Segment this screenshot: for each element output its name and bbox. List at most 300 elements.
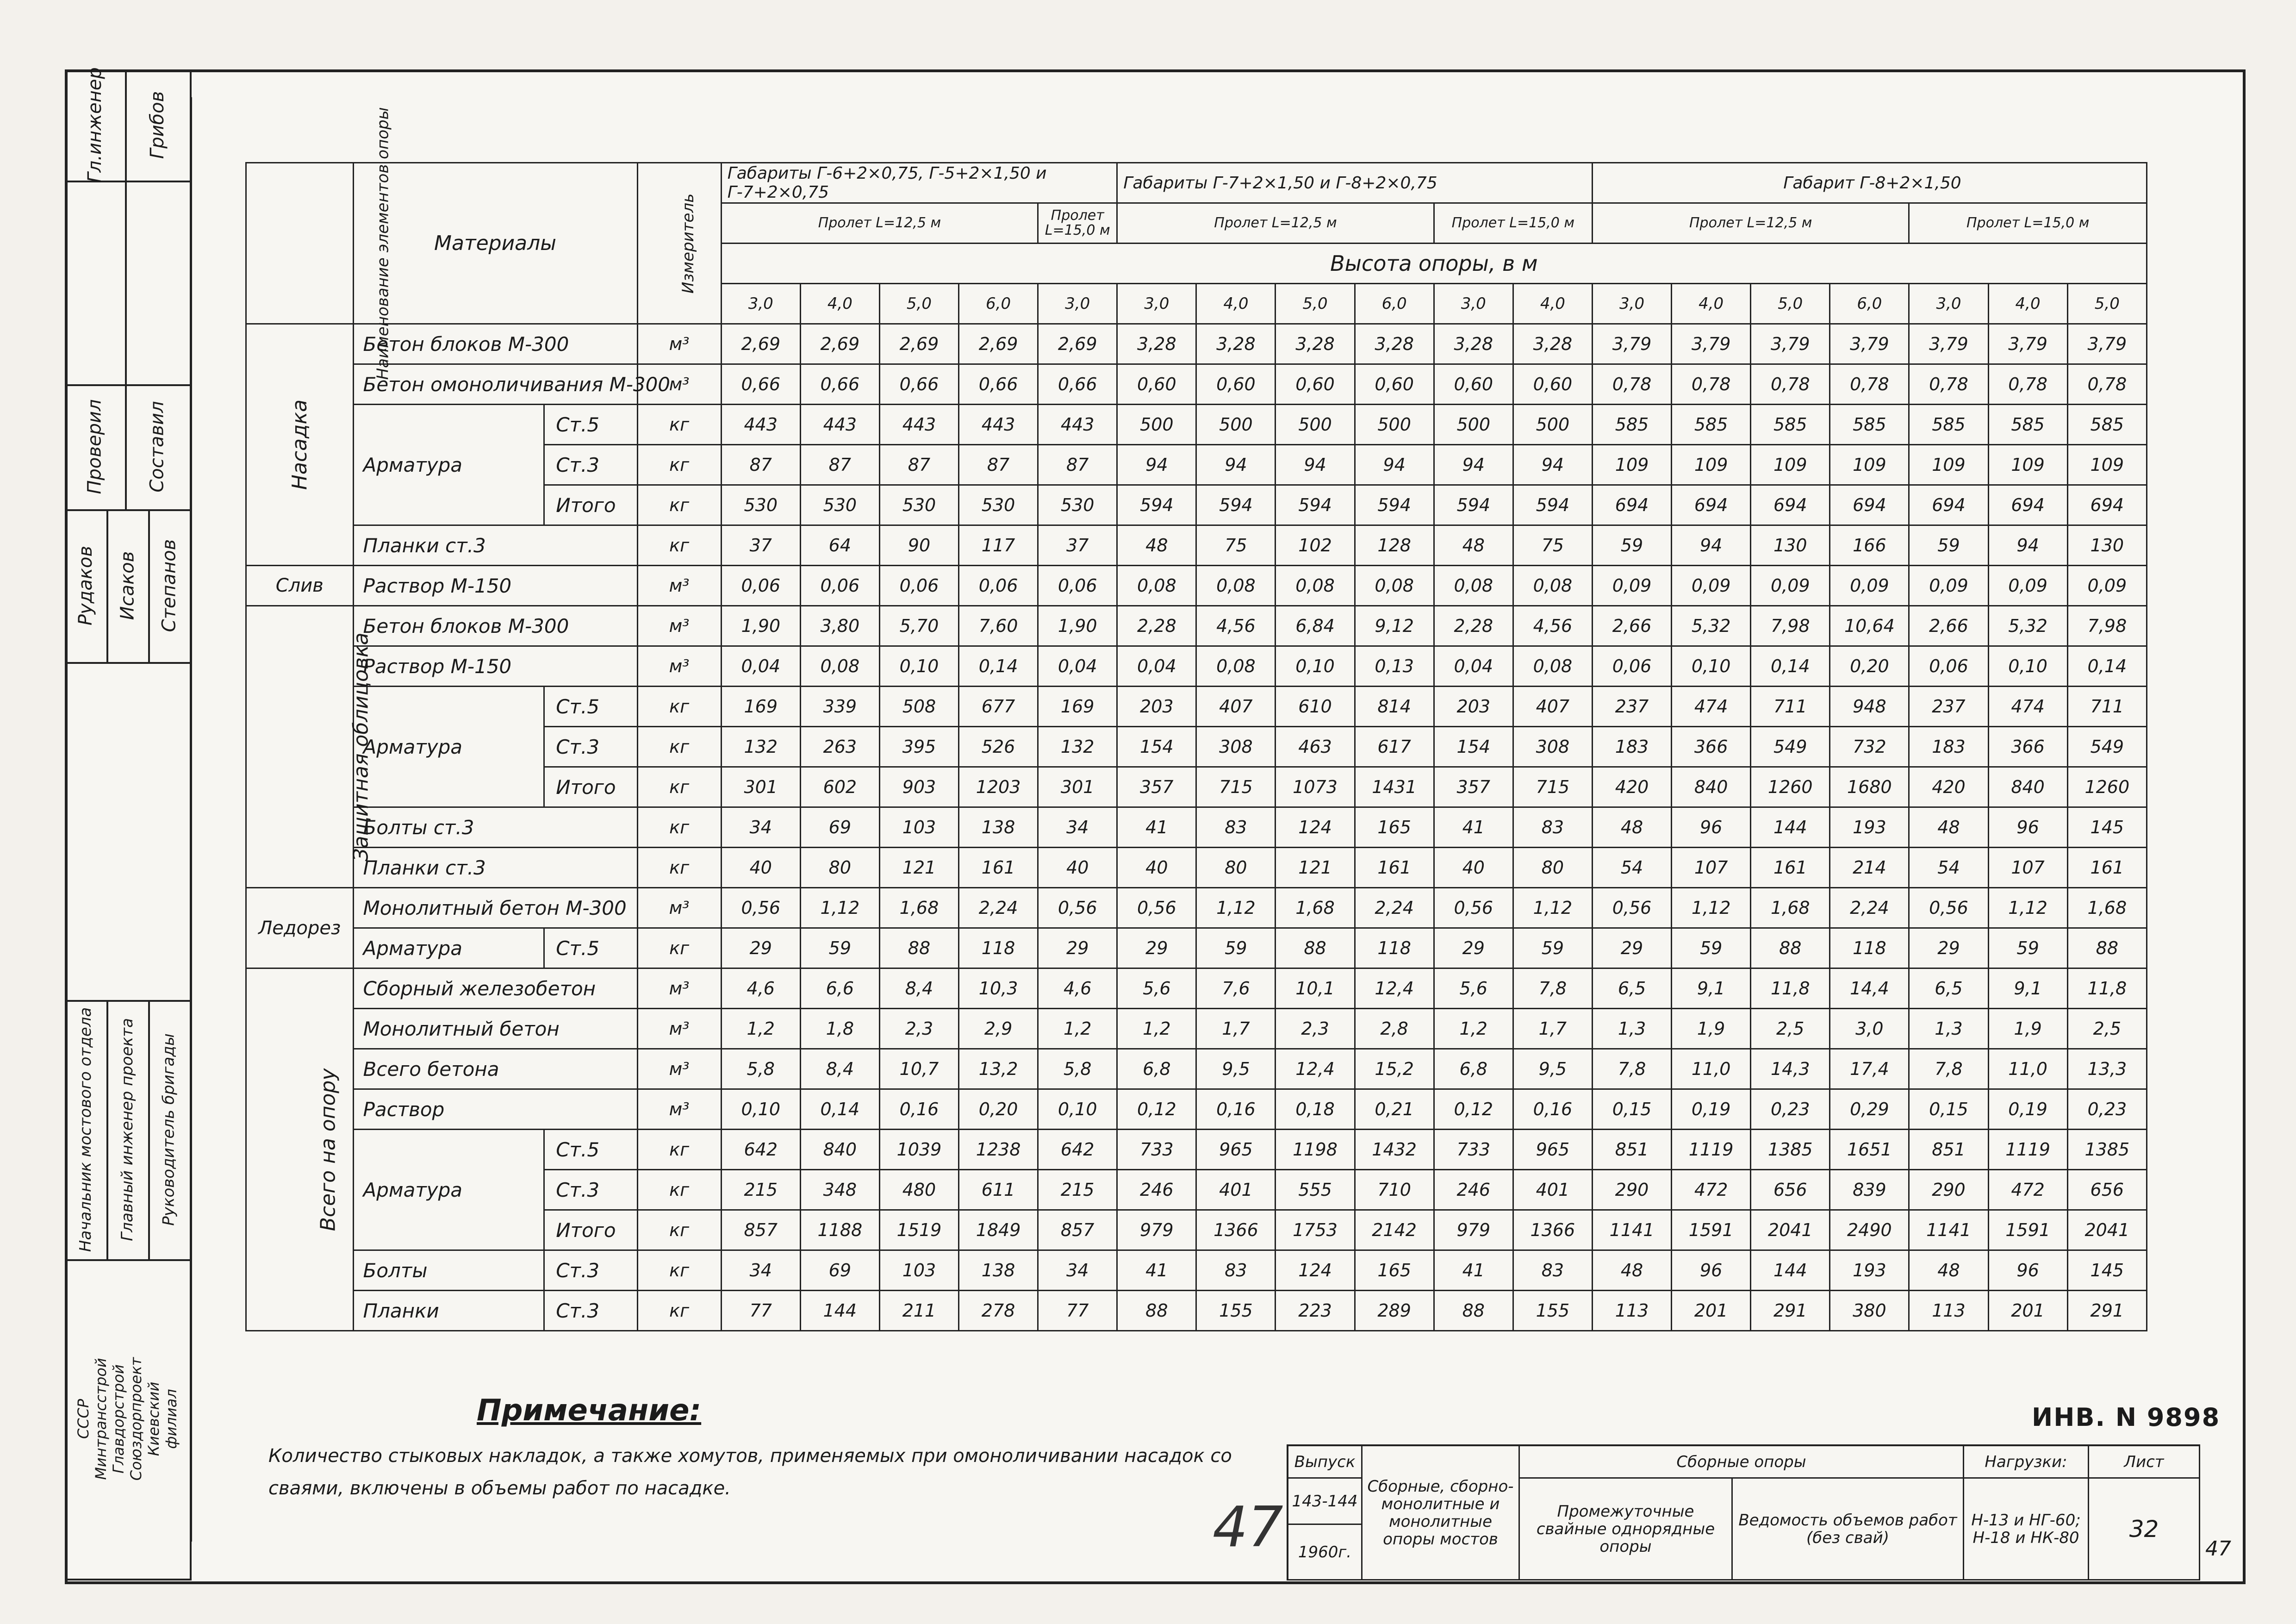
value-cell: 118 bbox=[959, 928, 1038, 968]
value-cell: 2,28 bbox=[1117, 606, 1196, 646]
unit: кг bbox=[637, 848, 721, 888]
header-material: Материалы bbox=[353, 163, 637, 324]
value-cell: 5,8 bbox=[721, 1049, 800, 1089]
value-cell: 3,0 bbox=[1830, 1009, 1909, 1049]
value-cell: 2,69 bbox=[959, 324, 1038, 364]
value-cell: 594 bbox=[1355, 485, 1434, 525]
value-cell: 90 bbox=[879, 525, 958, 566]
value-cell: 223 bbox=[1276, 1291, 1355, 1331]
unit: кг bbox=[637, 1250, 721, 1291]
value-cell: 4,56 bbox=[1513, 606, 1592, 646]
value-cell: 6,8 bbox=[1117, 1049, 1196, 1089]
steel-grade: Ст.3 bbox=[544, 445, 637, 485]
value-cell: 11,8 bbox=[2067, 968, 2147, 1009]
value-cell: 694 bbox=[1830, 485, 1909, 525]
value-cell: 41 bbox=[1434, 1250, 1513, 1291]
value-cell: 12,4 bbox=[1355, 968, 1434, 1009]
value-cell: 0,16 bbox=[1513, 1089, 1592, 1130]
value-cell: 407 bbox=[1196, 687, 1276, 727]
table-row bbox=[246, 525, 2147, 566]
value-cell: 2,3 bbox=[879, 1009, 958, 1049]
steel-grade: Ст.5 bbox=[544, 1130, 637, 1170]
value-cell: 530 bbox=[879, 485, 958, 525]
value-cell: 5,6 bbox=[1117, 968, 1196, 1009]
height-cell: 4,0 bbox=[1988, 284, 2067, 324]
value-cell: 2,24 bbox=[1830, 888, 1909, 928]
value-cell: 201 bbox=[1672, 1291, 1751, 1331]
value-cell: 138 bbox=[959, 807, 1038, 848]
value-cell: 1,3 bbox=[1909, 1009, 1988, 1049]
material-name: Сборный железобетон bbox=[353, 968, 637, 1009]
value-cell: 40 bbox=[721, 848, 800, 888]
value-cell: 642 bbox=[721, 1130, 800, 1170]
value-cell: 0,09 bbox=[1751, 566, 1830, 606]
value-cell: 0,78 bbox=[1988, 364, 2067, 405]
value-cell: 3,28 bbox=[1196, 324, 1276, 364]
value-cell: 694 bbox=[1592, 485, 1671, 525]
value-cell: 711 bbox=[1751, 687, 1830, 727]
value-cell: 7,8 bbox=[1513, 968, 1592, 1009]
value-cell: 8,4 bbox=[879, 968, 958, 1009]
value-cell: 3,28 bbox=[1276, 324, 1355, 364]
value-cell: 87 bbox=[959, 445, 1038, 485]
height-cell: 3,0 bbox=[1038, 284, 1117, 324]
value-cell: 193 bbox=[1830, 807, 1909, 848]
material-name: Монолитный бетон bbox=[353, 1009, 637, 1049]
value-cell: 6,84 bbox=[1276, 606, 1355, 646]
value-cell: 144 bbox=[1751, 807, 1830, 848]
value-cell: 0,06 bbox=[1592, 646, 1671, 687]
value-cell: 109 bbox=[1751, 445, 1830, 485]
table-row bbox=[246, 1130, 2147, 1170]
unit: кг bbox=[637, 687, 721, 727]
note-text: Количество стыковых накладок, а также хомутов, применяемых при омоноличивании насадок со сваями, включены в объемы работ по насадке. bbox=[268, 1445, 1232, 1499]
value-cell: 694 bbox=[1909, 485, 1988, 525]
value-cell: 138 bbox=[959, 1250, 1038, 1291]
value-cell: 0,06 bbox=[800, 566, 879, 606]
value-cell: 0,16 bbox=[1196, 1089, 1276, 1130]
value-cell: 94 bbox=[1117, 445, 1196, 485]
value-cell: 155 bbox=[1513, 1291, 1592, 1331]
value-cell: 0,15 bbox=[1909, 1089, 1988, 1130]
value-cell: 154 bbox=[1117, 727, 1196, 767]
value-cell: 1366 bbox=[1513, 1210, 1592, 1250]
value-cell: 0,06 bbox=[721, 566, 800, 606]
value-cell: 96 bbox=[1672, 807, 1751, 848]
value-cell: 395 bbox=[879, 727, 958, 767]
height-cell: 4,0 bbox=[1672, 284, 1751, 324]
unit: м³ bbox=[637, 324, 721, 364]
value-cell: 0,56 bbox=[1038, 888, 1117, 928]
value-cell: 41 bbox=[1117, 1250, 1196, 1291]
value-cell: 11,0 bbox=[1988, 1049, 2067, 1089]
table-row bbox=[246, 1009, 2147, 1049]
signature-2 bbox=[125, 181, 192, 386]
value-cell: 301 bbox=[721, 767, 800, 807]
value-cell: 7,8 bbox=[1909, 1049, 1988, 1089]
value-cell: 83 bbox=[1196, 807, 1276, 848]
value-cell: 965 bbox=[1513, 1130, 1592, 1170]
value-cell: 0,20 bbox=[1830, 646, 1909, 687]
value-cell: 733 bbox=[1434, 1130, 1513, 1170]
value-cell: 145 bbox=[2067, 807, 2147, 848]
value-cell: 0,10 bbox=[1276, 646, 1355, 687]
value-cell: 0,14 bbox=[959, 646, 1038, 687]
value-cell: 308 bbox=[1196, 727, 1276, 767]
value-cell: 594 bbox=[1513, 485, 1592, 525]
value-cell: 289 bbox=[1355, 1291, 1434, 1331]
height-cell: 3,0 bbox=[1909, 284, 1988, 324]
value-cell: 0,08 bbox=[1117, 566, 1196, 606]
value-cell: 1039 bbox=[879, 1130, 958, 1170]
tb-loads-value: Н-13 и НГ-60; Н-18 и НК-80 bbox=[1964, 1479, 2089, 1580]
value-cell: 677 bbox=[959, 687, 1038, 727]
value-cell: 11,8 bbox=[1751, 968, 1830, 1009]
value-cell: 4,6 bbox=[1038, 968, 1117, 1009]
height-cell: 4,0 bbox=[1196, 284, 1276, 324]
value-cell: 3,79 bbox=[1592, 324, 1671, 364]
value-cell: 694 bbox=[2067, 485, 2147, 525]
armatura-label: Арматура bbox=[353, 687, 544, 807]
value-cell: 526 bbox=[959, 727, 1038, 767]
value-cell: 0,12 bbox=[1117, 1089, 1196, 1130]
value-cell: 0,60 bbox=[1276, 364, 1355, 405]
value-cell: 109 bbox=[1672, 445, 1751, 485]
value-cell: 1073 bbox=[1276, 767, 1355, 807]
value-cell: 0,66 bbox=[1038, 364, 1117, 405]
value-cell: 10,7 bbox=[879, 1049, 958, 1089]
value-cell: 3,79 bbox=[1830, 324, 1909, 364]
value-cell: 420 bbox=[1592, 767, 1671, 807]
value-cell: 165 bbox=[1355, 1250, 1434, 1291]
unit: кг bbox=[637, 1130, 721, 1170]
page-number: 47 bbox=[2205, 1537, 2231, 1561]
value-cell: 585 bbox=[1592, 405, 1671, 445]
value-cell: 611 bbox=[959, 1170, 1038, 1210]
value-cell: 246 bbox=[1117, 1170, 1196, 1210]
height-cell: 5,0 bbox=[2067, 284, 2147, 324]
value-cell: 83 bbox=[1513, 807, 1592, 848]
value-cell: 5,32 bbox=[1988, 606, 2067, 646]
value-cell: 117 bbox=[959, 525, 1038, 566]
value-cell: 0,19 bbox=[1672, 1089, 1751, 1130]
value-cell: 87 bbox=[1038, 445, 1117, 485]
value-cell: 2,5 bbox=[1751, 1009, 1830, 1049]
height-cell: 6,0 bbox=[1830, 284, 1909, 324]
value-cell: 94 bbox=[1513, 445, 1592, 485]
value-cell: 474 bbox=[1672, 687, 1751, 727]
value-cell: 530 bbox=[1038, 485, 1117, 525]
value-cell: 948 bbox=[1830, 687, 1909, 727]
value-cell: 3,28 bbox=[1513, 324, 1592, 364]
value-cell: 0,78 bbox=[1751, 364, 1830, 405]
value-cell: 3,79 bbox=[1988, 324, 2067, 364]
value-cell: 0,78 bbox=[2067, 364, 2147, 405]
value-cell: 1,7 bbox=[1513, 1009, 1592, 1049]
steel-grade: Ст.3 bbox=[544, 1250, 637, 1291]
value-cell: 144 bbox=[1751, 1250, 1830, 1291]
value-cell: 0,04 bbox=[1038, 646, 1117, 687]
value-cell: 59 bbox=[1988, 928, 2067, 968]
value-cell: 0,06 bbox=[879, 566, 958, 606]
value-cell: 530 bbox=[959, 485, 1038, 525]
value-cell: 128 bbox=[1355, 525, 1434, 566]
unit: м³ bbox=[637, 646, 721, 687]
value-cell: 0,56 bbox=[1909, 888, 1988, 928]
unit: кг bbox=[637, 767, 721, 807]
value-cell: 711 bbox=[2067, 687, 2147, 727]
material-name: Раствор М-150 bbox=[353, 646, 637, 687]
value-cell: 94 bbox=[1434, 445, 1513, 485]
value-cell: 132 bbox=[721, 727, 800, 767]
value-cell: 366 bbox=[1672, 727, 1751, 767]
value-cell: 472 bbox=[1672, 1170, 1751, 1210]
value-cell: 263 bbox=[800, 727, 879, 767]
material-name: Раствор М-150 bbox=[353, 566, 637, 606]
value-cell: 585 bbox=[1909, 405, 1988, 445]
value-cell: 4,56 bbox=[1196, 606, 1276, 646]
value-cell: 14,3 bbox=[1751, 1049, 1830, 1089]
table-row bbox=[246, 364, 2147, 405]
value-cell: 0,09 bbox=[1909, 566, 1988, 606]
value-cell: 59 bbox=[1909, 525, 1988, 566]
value-cell: 0,10 bbox=[721, 1089, 800, 1130]
value-cell: 203 bbox=[1434, 687, 1513, 727]
value-cell: 7,98 bbox=[2067, 606, 2147, 646]
stamp-sostavil: Составил bbox=[125, 384, 192, 511]
value-cell: 840 bbox=[1988, 767, 2067, 807]
value-cell: 10,3 bbox=[959, 968, 1038, 1009]
stamp-gip: Главный инженер проекта bbox=[106, 1000, 150, 1261]
value-cell: 96 bbox=[1988, 1250, 2067, 1291]
value-cell: 0,78 bbox=[1672, 364, 1751, 405]
height-cell: 4,0 bbox=[1513, 284, 1592, 324]
value-cell: 246 bbox=[1434, 1170, 1513, 1210]
value-cell: 0,04 bbox=[1117, 646, 1196, 687]
value-cell: 839 bbox=[1830, 1170, 1909, 1210]
value-cell: 715 bbox=[1196, 767, 1276, 807]
value-cell: 357 bbox=[1434, 767, 1513, 807]
value-cell: 88 bbox=[1434, 1291, 1513, 1331]
value-cell: 80 bbox=[1513, 848, 1592, 888]
unit: м³ bbox=[637, 364, 721, 405]
value-cell: 48 bbox=[1592, 807, 1671, 848]
value-cell: 0,08 bbox=[1196, 566, 1276, 606]
value-cell: 0,29 bbox=[1830, 1089, 1909, 1130]
value-cell: 203 bbox=[1117, 687, 1196, 727]
value-cell: 710 bbox=[1355, 1170, 1434, 1210]
header-span-15-0: Пролет L=15,0 м bbox=[1909, 203, 2147, 244]
value-cell: 1238 bbox=[959, 1130, 1038, 1170]
table-row bbox=[246, 566, 2147, 606]
value-cell: 549 bbox=[2067, 727, 2147, 767]
value-cell: 0,23 bbox=[2067, 1089, 2147, 1130]
value-cell: 2,8 bbox=[1355, 1009, 1434, 1049]
table-row bbox=[246, 687, 2147, 727]
value-cell: 530 bbox=[800, 485, 879, 525]
value-cell: 161 bbox=[959, 848, 1038, 888]
value-cell: 851 bbox=[1592, 1130, 1671, 1170]
material-name: Бетон омоноличивания М-300 bbox=[353, 364, 637, 405]
value-cell: 0,56 bbox=[1592, 888, 1671, 928]
value-cell: 8,4 bbox=[800, 1049, 879, 1089]
table-row bbox=[246, 848, 2147, 888]
tb-section: Сборные опоры bbox=[1520, 1446, 1964, 1479]
table-row bbox=[246, 606, 2147, 646]
value-cell: 549 bbox=[1751, 727, 1830, 767]
value-cell: 500 bbox=[1117, 405, 1196, 445]
value-cell: 109 bbox=[1909, 445, 1988, 485]
value-cell: 594 bbox=[1196, 485, 1276, 525]
group-sliv bbox=[246, 566, 354, 606]
height-cell: 3,0 bbox=[1434, 284, 1513, 324]
value-cell: 0,66 bbox=[800, 364, 879, 405]
value-cell: 215 bbox=[721, 1170, 800, 1210]
value-cell: 420 bbox=[1909, 767, 1988, 807]
value-cell: 118 bbox=[1355, 928, 1434, 968]
unit: кг bbox=[637, 727, 721, 767]
value-cell: 1432 bbox=[1355, 1130, 1434, 1170]
value-cell: 357 bbox=[1117, 767, 1196, 807]
value-cell: 94 bbox=[1672, 525, 1751, 566]
value-cell: 1141 bbox=[1592, 1210, 1671, 1250]
value-cell: 0,10 bbox=[1988, 646, 2067, 687]
value-cell: 37 bbox=[721, 525, 800, 566]
header-height: Высота опоры, в м bbox=[721, 244, 2147, 284]
value-cell: 278 bbox=[959, 1291, 1038, 1331]
header-gabarit-1: Габариты Г-6+2×0,75, Г-5+2×1,50 и Г-7+2×0,75 bbox=[721, 163, 1117, 203]
unit: м³ bbox=[637, 566, 721, 606]
stamp-proveril: Проверил bbox=[65, 384, 127, 511]
value-cell: 144 bbox=[800, 1291, 879, 1331]
value-cell: 2142 bbox=[1355, 1210, 1434, 1250]
header-span-12-5: Пролет L=12,5 м bbox=[721, 203, 1038, 244]
header-gabarit-2: Габариты Г-7+2×1,50 и Г-8+2×0,75 bbox=[1117, 163, 1593, 203]
value-cell: 40 bbox=[1038, 848, 1117, 888]
value-cell: 1519 bbox=[879, 1210, 958, 1250]
steel-grade: Ст.5 bbox=[544, 405, 637, 445]
value-cell: 2,5 bbox=[2067, 1009, 2147, 1049]
steel-grade: Итого bbox=[544, 1210, 637, 1250]
value-cell: 9,5 bbox=[1513, 1049, 1592, 1089]
value-cell: 7,8 bbox=[1592, 1049, 1671, 1089]
value-cell: 9,1 bbox=[1672, 968, 1751, 1009]
value-cell: 59 bbox=[1672, 928, 1751, 968]
value-cell: 1,12 bbox=[1513, 888, 1592, 928]
value-cell: 500 bbox=[1513, 405, 1592, 445]
value-cell: 54 bbox=[1909, 848, 1988, 888]
value-cell: 2,66 bbox=[1909, 606, 1988, 646]
value-cell: 237 bbox=[1909, 687, 1988, 727]
value-cell: 1198 bbox=[1276, 1130, 1355, 1170]
unit: м³ bbox=[637, 606, 721, 646]
header-span-15-0: Пролет L=15,0 м bbox=[1038, 203, 1117, 244]
value-cell: 34 bbox=[721, 1250, 800, 1291]
value-cell: 215 bbox=[1038, 1170, 1117, 1210]
value-cell: 88 bbox=[1751, 928, 1830, 968]
value-cell: 15,2 bbox=[1355, 1049, 1434, 1089]
value-cell: 69 bbox=[800, 807, 879, 848]
value-cell: 0,06 bbox=[959, 566, 1038, 606]
table-row bbox=[246, 1250, 2147, 1291]
value-cell: 83 bbox=[1513, 1250, 1592, 1291]
value-cell: 48 bbox=[1117, 525, 1196, 566]
value-cell: 1,9 bbox=[1988, 1009, 2067, 1049]
value-cell: 154 bbox=[1434, 727, 1513, 767]
value-cell: 0,66 bbox=[959, 364, 1038, 405]
value-cell: 77 bbox=[721, 1291, 800, 1331]
unit: кг bbox=[637, 525, 721, 566]
tb-vypusk-label: Выпуск bbox=[1288, 1446, 1363, 1479]
unit: м³ bbox=[637, 968, 721, 1009]
value-cell: 443 bbox=[1038, 405, 1117, 445]
value-cell: 1385 bbox=[2067, 1130, 2147, 1170]
value-cell: 2490 bbox=[1830, 1210, 1909, 1250]
value-cell: 34 bbox=[1038, 807, 1117, 848]
value-cell: 979 bbox=[1117, 1210, 1196, 1250]
value-cell: 0,60 bbox=[1355, 364, 1434, 405]
height-cell: 6,0 bbox=[959, 284, 1038, 324]
value-cell: 851 bbox=[1909, 1130, 1988, 1170]
value-cell: 3,28 bbox=[1355, 324, 1434, 364]
material-name: Болты bbox=[353, 1250, 544, 1291]
value-cell: 29 bbox=[1434, 928, 1513, 968]
value-cell: 3,28 bbox=[1434, 324, 1513, 364]
unit: кг bbox=[637, 485, 721, 525]
value-cell: 1188 bbox=[800, 1210, 879, 1250]
value-cell: 694 bbox=[1751, 485, 1830, 525]
material-name: Арматура bbox=[353, 928, 544, 968]
value-cell: 2,69 bbox=[721, 324, 800, 364]
value-cell: 0,15 bbox=[1592, 1089, 1671, 1130]
value-cell: 443 bbox=[721, 405, 800, 445]
value-cell: 555 bbox=[1276, 1170, 1355, 1210]
unit: кг bbox=[637, 445, 721, 485]
header-span-12-5: Пролет L=12,5 м bbox=[1592, 203, 1909, 244]
value-cell: 732 bbox=[1830, 727, 1909, 767]
steel-grade: Ст.3 bbox=[544, 1291, 637, 1331]
value-cell: 0,23 bbox=[1751, 1089, 1830, 1130]
value-cell: 109 bbox=[1830, 445, 1909, 485]
value-cell: 0,09 bbox=[1988, 566, 2067, 606]
armatura-label: Арматура bbox=[353, 1130, 544, 1250]
value-cell: 145 bbox=[2067, 1250, 2147, 1291]
value-cell: 1753 bbox=[1276, 1210, 1355, 1250]
value-cell: 1,8 bbox=[800, 1009, 879, 1049]
value-cell: 118 bbox=[1830, 928, 1909, 968]
value-cell: 610 bbox=[1276, 687, 1355, 727]
value-cell: 814 bbox=[1355, 687, 1434, 727]
value-cell: 857 bbox=[1038, 1210, 1117, 1250]
value-cell: 2041 bbox=[1751, 1210, 1830, 1250]
value-cell: 0,14 bbox=[2067, 646, 2147, 687]
unit: кг bbox=[637, 1170, 721, 1210]
value-cell: 585 bbox=[2067, 405, 2147, 445]
value-cell: 102 bbox=[1276, 525, 1355, 566]
value-cell: 11,0 bbox=[1672, 1049, 1751, 1089]
value-cell: 94 bbox=[1988, 525, 2067, 566]
value-cell: 130 bbox=[1751, 525, 1830, 566]
value-cell: 0,09 bbox=[1672, 566, 1751, 606]
value-cell: 155 bbox=[1196, 1291, 1276, 1331]
value-cell: 54 bbox=[1592, 848, 1671, 888]
value-cell: 17,4 bbox=[1830, 1049, 1909, 1089]
value-cell: 0,14 bbox=[1751, 646, 1830, 687]
value-cell: 0,21 bbox=[1355, 1089, 1434, 1130]
value-cell: 443 bbox=[800, 405, 879, 445]
value-cell: 585 bbox=[1751, 405, 1830, 445]
value-cell: 290 bbox=[1909, 1170, 1988, 1210]
